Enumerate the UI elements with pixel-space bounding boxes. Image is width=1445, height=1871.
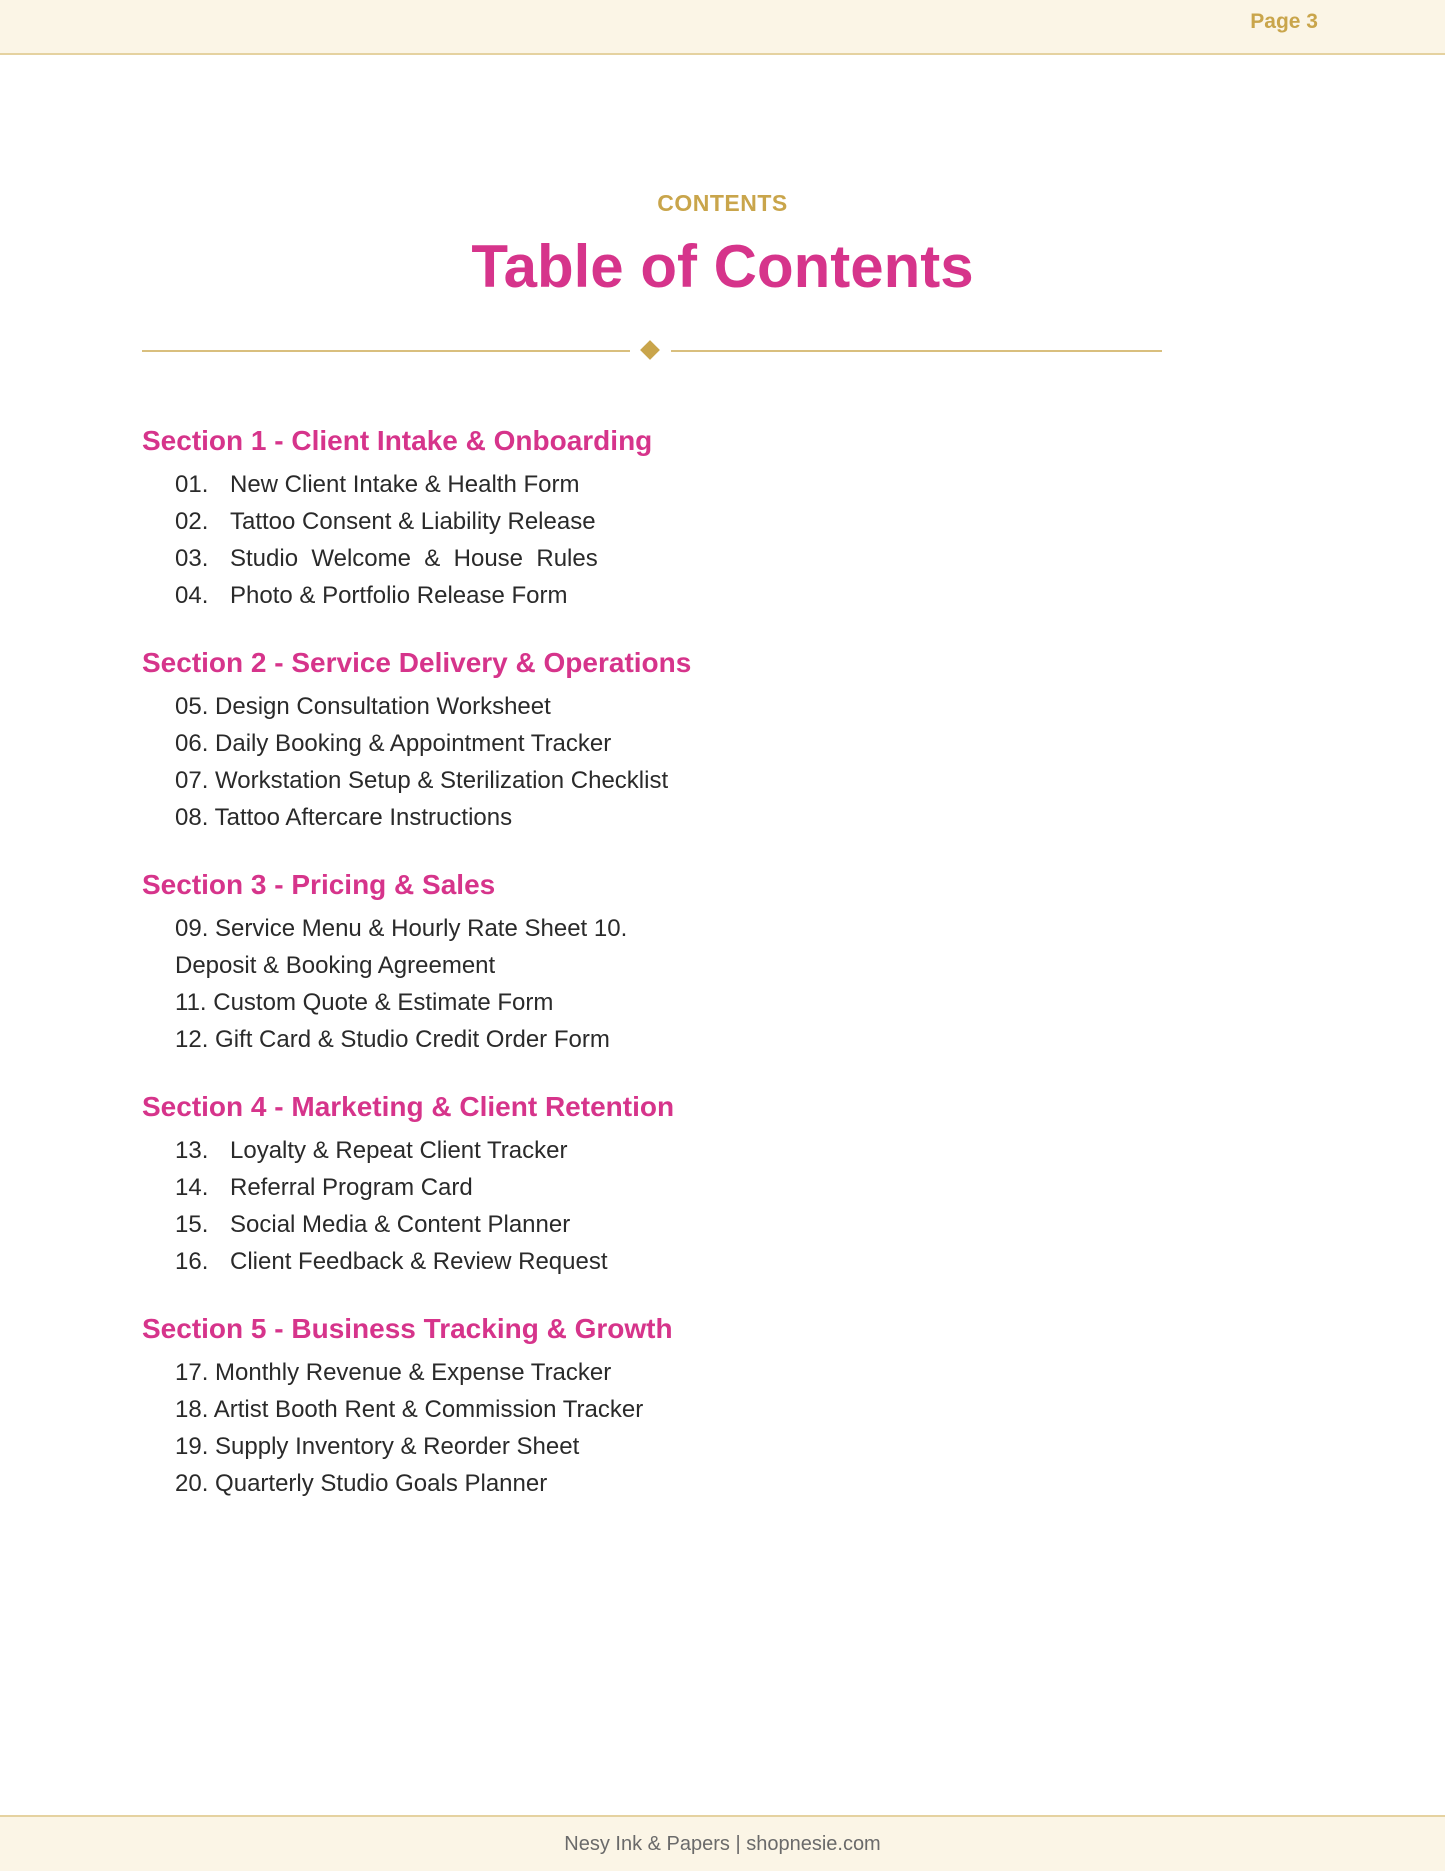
toc-item[interactable] xyxy=(175,1428,1242,1465)
item-number: 18. xyxy=(175,1396,209,1423)
toc-item[interactable] xyxy=(175,540,1242,577)
section-item-list xyxy=(142,1354,1242,1502)
item-label: Tattoo Consent & Liability Release xyxy=(230,508,596,535)
toc-item[interactable] xyxy=(175,1206,1242,1243)
toc-line[interactable]: 11. Custom Quote & Estimate Form xyxy=(175,989,554,1016)
page-number: Page 3 xyxy=(1250,10,1318,33)
toc-item[interactable] xyxy=(175,466,1242,503)
contents-eyebrow: CONTENTS xyxy=(657,190,788,216)
item-label: Photo & Portfolio Release Form xyxy=(230,582,568,609)
item-number: 03. xyxy=(175,545,209,572)
toc-line[interactable]: Deposit & Booking Agreement xyxy=(175,952,496,979)
section-title: Section 2 - Service Delivery & Operations xyxy=(142,647,692,678)
diamond-icon xyxy=(640,340,660,360)
section-title: Section 4 - Marketing & Client Retention xyxy=(142,1091,675,1122)
toc-item[interactable] xyxy=(175,688,1242,725)
item-number: 05. xyxy=(175,693,209,720)
toc-line[interactable]: 09. Service Menu & Hourly Rate Sheet 10. xyxy=(175,915,628,942)
section-2 xyxy=(142,642,1242,836)
item-number: 07. xyxy=(175,767,209,794)
item-number: 06. xyxy=(175,730,209,757)
item-label: Quarterly Studio Goals Planner xyxy=(215,1470,548,1497)
section-item-list xyxy=(142,466,1242,614)
item-number: 20. xyxy=(175,1470,209,1497)
item-number: 08. xyxy=(175,804,209,831)
section-item-list xyxy=(142,910,1242,1058)
item-label: Loyalty & Repeat Client Tracker xyxy=(230,1137,568,1164)
item-number: 04. xyxy=(175,582,209,609)
item-label: Client Feedback & Review Request xyxy=(230,1248,608,1275)
item-number: 01. xyxy=(175,471,209,498)
section-5 xyxy=(142,1308,1242,1502)
toc-item[interactable] xyxy=(175,1391,1242,1428)
item-label: Supply Inventory & Reorder Sheet xyxy=(215,1433,580,1460)
item-label: Tattoo Aftercare Instructions xyxy=(214,804,513,831)
item-label: Social Media & Content Planner xyxy=(230,1211,571,1238)
item-label: Design Consultation Worksheet xyxy=(215,693,551,720)
item-number: 14. xyxy=(175,1174,209,1201)
footer-band xyxy=(0,1815,1445,1871)
section-item-list xyxy=(142,688,1242,836)
item-label: New Client Intake & Health Form xyxy=(230,471,580,498)
section-4 xyxy=(142,1086,1242,1280)
section-title: Section 3 - Pricing & Sales xyxy=(142,869,496,900)
item-number: 02. xyxy=(175,508,209,535)
section-3 xyxy=(142,864,1242,1058)
toc-item[interactable] xyxy=(175,1132,1242,1169)
item-number: 16. xyxy=(175,1248,209,1275)
toc-item[interactable] xyxy=(175,577,1242,614)
item-number: 19. xyxy=(175,1433,209,1460)
toc-item[interactable] xyxy=(175,725,1242,762)
item-label: Daily Booking & Appointment Tracker xyxy=(215,730,612,757)
divider-line-right xyxy=(671,350,1162,352)
ornamental-divider xyxy=(142,350,1162,352)
item-number: 17. xyxy=(175,1359,209,1386)
section-title: Section 5 - Business Tracking & Growth xyxy=(142,1313,673,1344)
item-label: Workstation Setup & Sterilization Checklist xyxy=(215,767,669,794)
toc-item[interactable] xyxy=(175,762,1242,799)
section-title: Section 1 - Client Intake & Onboarding xyxy=(142,425,653,456)
toc-item[interactable] xyxy=(175,1354,1242,1391)
item-number: 13. xyxy=(175,1137,209,1164)
toc-item[interactable] xyxy=(175,503,1242,540)
item-label: Monthly Revenue & Expense Tracker xyxy=(215,1359,612,1386)
toc-item[interactable] xyxy=(175,799,1242,836)
toc-item[interactable] xyxy=(175,1465,1242,1502)
section-1 xyxy=(142,420,1242,614)
toc-item[interactable] xyxy=(175,1243,1242,1280)
item-label: Referral Program Card xyxy=(230,1174,473,1201)
item-label: Artist Booth Rent & Commission Tracker xyxy=(213,1396,644,1423)
footer-text: Nesy Ink & Papers | shopnesie.com xyxy=(564,1833,881,1855)
header-band xyxy=(0,0,1445,55)
toc-line[interactable]: 12. Gift Card & Studio Credit Order Form xyxy=(175,1026,610,1053)
page-title: Table of Contents xyxy=(471,233,974,300)
section-item-list xyxy=(142,1132,1242,1280)
toc-item[interactable] xyxy=(175,1169,1242,1206)
divider-line-left xyxy=(142,350,630,352)
item-number: 15. xyxy=(175,1211,209,1238)
item-label: Studio Welcome & House Rules xyxy=(230,545,598,572)
table-of-contents xyxy=(142,420,1242,1530)
